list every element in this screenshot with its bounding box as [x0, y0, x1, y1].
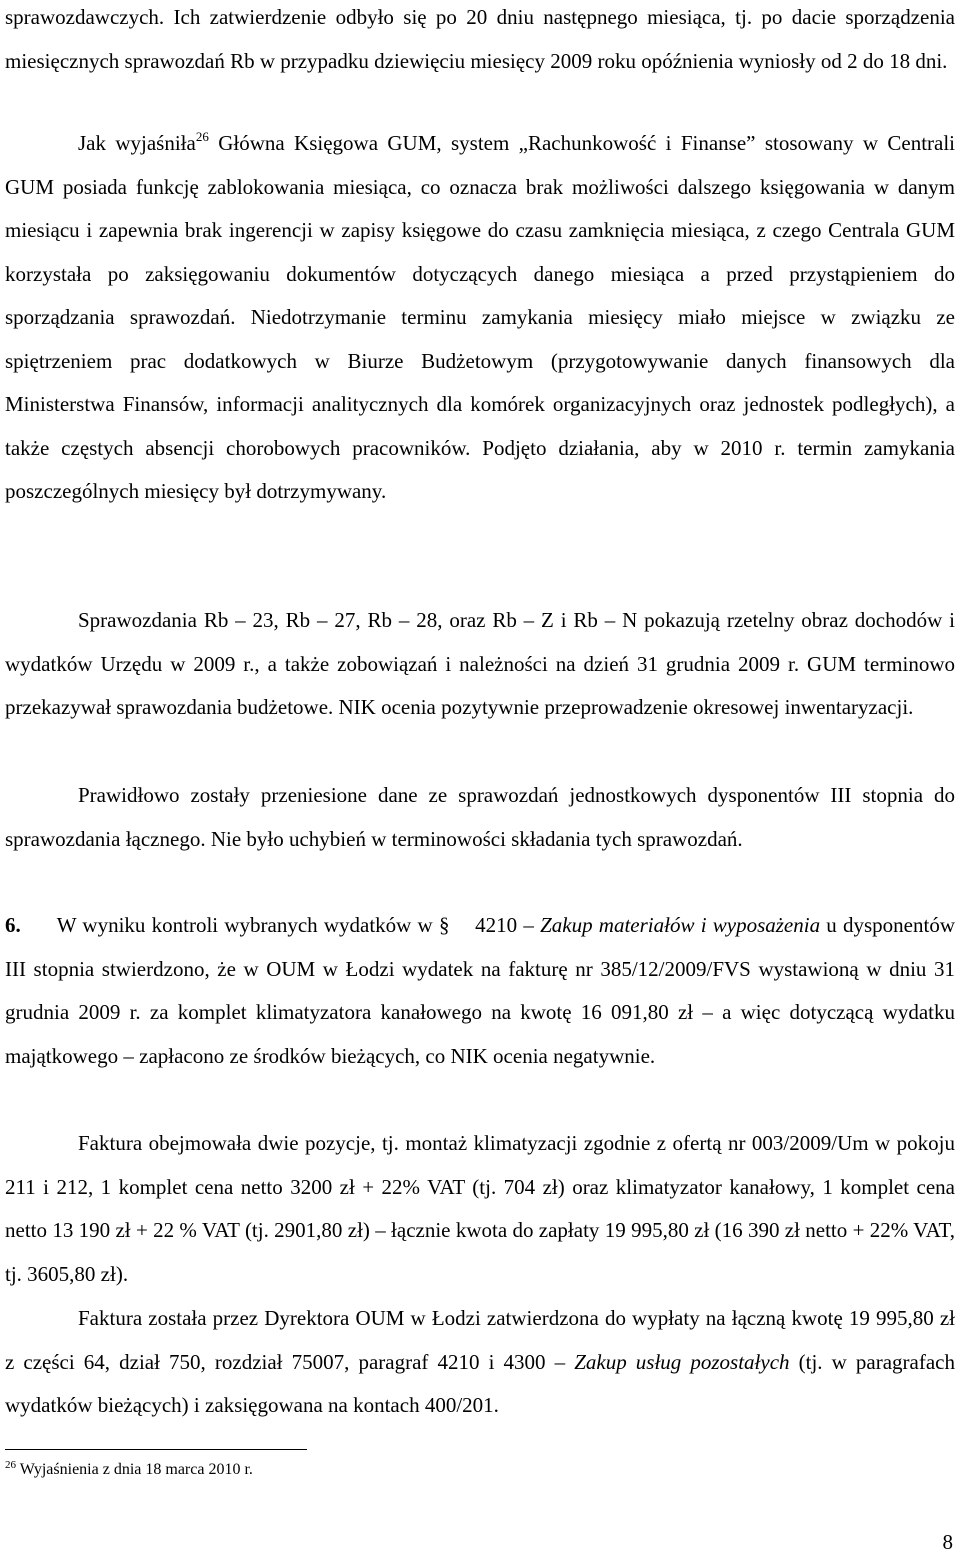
paragraph-approval — [5, 1297, 955, 1428]
footnote-mark: 26 — [5, 1459, 16, 1471]
footnote-separator — [5, 1449, 307, 1450]
paragraph-text: (tj. w paragrafach wydatków bieżących) i zaksięgowana na kontach 400/201. — [5, 1349, 955, 1417]
paragraph-text: Faktura została przez Dyrektora OUM w Łodzi zatwierdzona do wypłaty na łączną kwotę 19 995,80 zł z części 64, dział 750, rozdział 75007, paragraf 4210 i 4300 – — [5, 1306, 955, 1374]
paragraph-text: u dysponentów III stopnia stwierdzono, że w OUM w Łodzi wydatek na fakturę nr 385/12/2009/FVS wystawioną w dniu 31 grudnia 2009 r. za komplet klimatyzatora kanałowego na kwotę 16 091,80 zł – a więc dotyczącą wydatku majątkowego – zapłacono ze środków bieżących, co NIK ocenia negatywnie. — [5, 913, 956, 1068]
footnote-text: Wyjaśnienia z dnia 18 marca 2010 r. — [16, 1461, 253, 1478]
paragraph-explanation — [5, 122, 955, 514]
section-sign: § — [438, 913, 450, 937]
paragraph-invoice: Faktura obejmowała dwie pozycje, tj. montaż klimatyzacji zgodnie z ofertą nr 003/2009/Um w pokoju 211 i 212, 1 komplet cena netto 3200 zł + 22% VAT (tj. 704 zł) oraz klimatyzator kanałowy, 1 komplet cena netto 13 190 zł + 22 % VAT (tj. 2901,80 zł) – łącznie kwota do zapłaty 19 995,80 zł (16 390 zł netto + 22% VAT, tj. 3605,80 zł). — [5, 1131, 955, 1286]
paragraph-point-6 — [5, 904, 955, 1078]
paragraph-text: Jak wyjaśniła — [78, 131, 196, 155]
paragraph-text: W wyniku kontroli wybranych wydatków w — [56, 913, 439, 937]
paragraph-transfer: Prawidłowo zostały przeniesione dane ze sprawozdań jednostkowych dysponentów III stopnia do sprawozdania łącznego. Nie było uchybień w terminowości składania tych sprawozdań. — [5, 783, 955, 851]
paragraph-continuation: sprawozdawczych. Ich zatwierdzenie odbyło się po 20 dniu następnego miesiąca, tj. po dacie sporządzenia miesięcznych sprawozdań Rb w przypadku dziewięciu miesięcy 2009 roku opóźnienia wyniosły od 2 do 18 dni. — [5, 5, 955, 73]
footnote-reference: 26 — [195, 129, 209, 144]
paragraph-text: Główna Księgowa GUM, system „Rachunkowość i Finanse” stosowany w Centrali GUM posiada funkcję zablokowania miesiąca, co oznacza brak możliwości dalszego księgowania w danym miesiącu i zapewnia brak ingerencji w zapisy księgowe do czasu zamknięcia miesiąca, z czego Centrala GUM korzystała po zaksięgowaniu dokumentów dotyczących danego miesiąca a przed przystąpieniem do sporządzania sprawozdań. Niedotrzymanie terminu zamykania miesięcy miało miejsce w związku ze spiętrzeniem prac dodatkowych w Biurze Budżetowym (przygotowywanie danych finansowych dla Ministerstwa Finansów, informacji analitycznych dla komórek organizacyjnych oraz jednostek podległych), a także częstych absencji chorobowych pracowników. Podjęto działania, aby w 2010 r. termin zamykania poszczególnych miesięcy był dotrzymywany. — [5, 131, 956, 503]
paragraph-reports: Sprawozdania Rb – 23, Rb – 27, Rb – 28, oraz Rb – Z i Rb – N pokazują rzetelny obraz dochodów i wydatków Urzędu w 2009 r., a także zobowiązań i należności na dzień 31 grudnia 2009 r. GUM terminowo przekazywał sprawozdania budżetowe. NIK ocenia pozytywnie przeprowadzenie okresowej inwentaryzacji. — [5, 608, 955, 719]
page-number: 8 — [942, 1530, 953, 1554]
italic-category: Zakup usług pozostałych — [574, 1349, 790, 1374]
italic-category: Zakup materiałów i wyposażenia — [540, 913, 821, 937]
paragraph-text: 4210 – — [468, 913, 541, 937]
point-number: 6. — [5, 913, 21, 937]
footnote — [5, 1459, 253, 1481]
